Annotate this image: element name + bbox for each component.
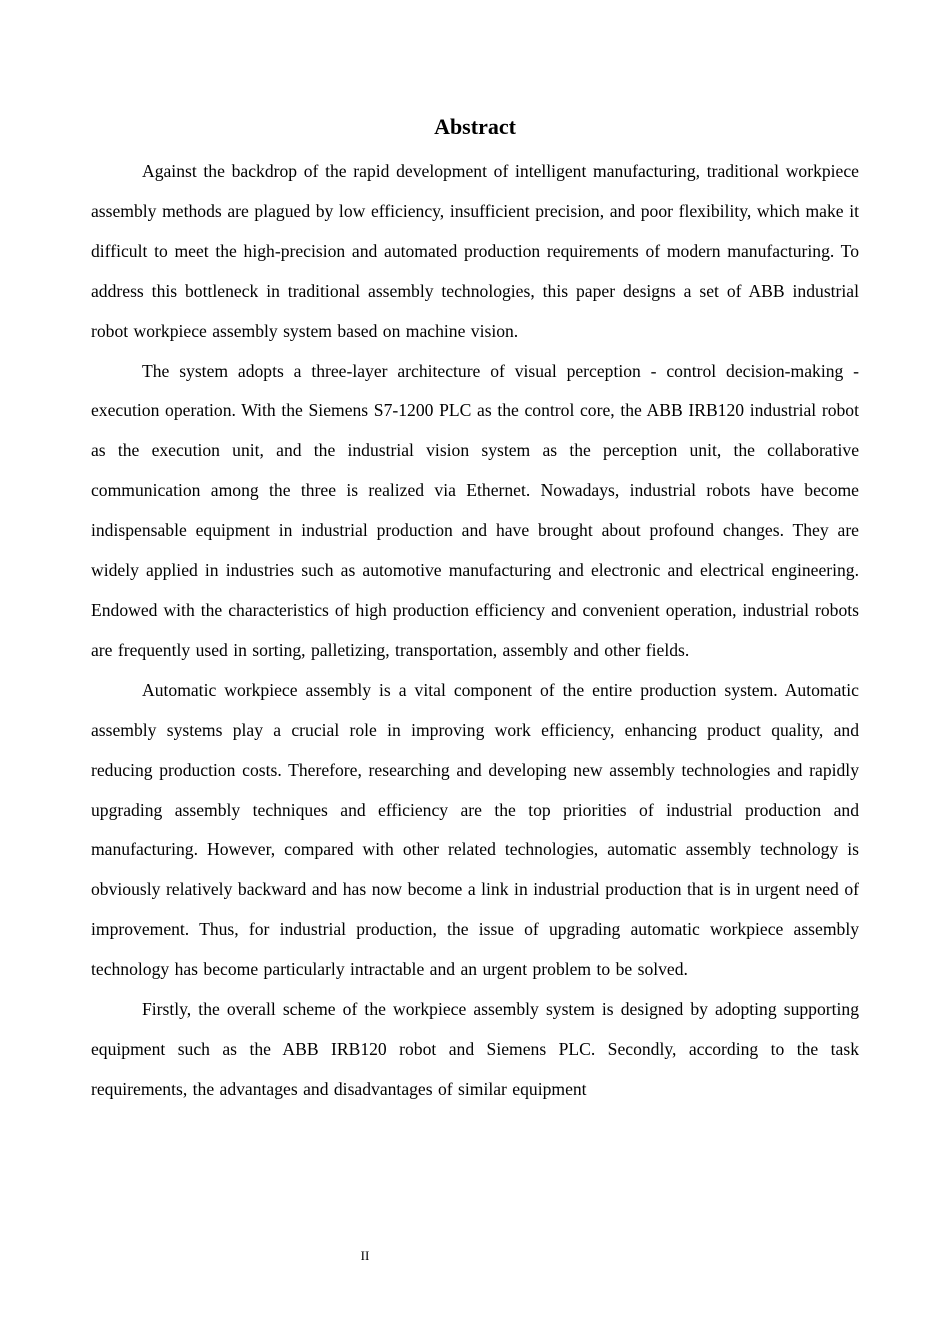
abstract-paragraph-4: Firstly, the overall scheme of the workpiece assembly system is designed by adopting supporting equipment such as the ABB IRB120 robot and Siemens PLC. Secondly, according to the task requirements, the advantages and disadvantages of similar equipment: [91, 999, 859, 1099]
page-number: II: [360, 1248, 370, 1263]
abstract-paragraph-3: Automatic workpiece assembly is a vital component of the entire production system. Automatic assembly systems play a crucial role in improving work efficiency, enhancing product quality, and reducing production costs. Therefore, researching and developing new assembly technologies and rapidly upgrading assembly techniques and efficiency are the top priorities of industrial production and manufacturing. However, compared with other related technologies, automatic assembly technology is obviously relatively backward and has now become a link in industrial production that is in urgent need of improvement. Thus, for industrial production, the issue of upgrading automatic workpiece assembly technology has become particularly intractable and an urgent problem to be solved.: [91, 679, 859, 980]
abstract-body: [91, 152, 859, 1110]
abstract-title: Abstract: [434, 114, 516, 139]
abstract-paragraph-1: Against the backdrop of the rapid development of intelligent manufacturing, traditional workpiece assembly methods are plagued by low efficiency, insufficient precision, and poor flexibility, which make it difficult to meet the high-precision and automated production requirements of modern manufacturing. To address this bottleneck in traditional assembly technologies, this paper designs a set of ABB industrial robot workpiece assembly system based on machine vision.: [91, 161, 859, 341]
abstract-paragraph-2: The system adopts a three-layer architecture of visual perception - control decision-making - execution operation. With the Siemens S7-1200 PLC as the control core, the ABB IRB120 industrial robot as the execution unit, and the industrial vision system as the perception unit, the collaborative communication among the three is realized via Ethernet. Nowadays, industrial robots have become indispensable equipment in industrial production and have brought about profound changes. They are widely applied in industries such as automotive manufacturing and electronic and electrical engineering. Endowed with the characteristics of high production efficiency and convenient operation, industrial robots are frequently used in sorting, palletizing, transportation, assembly and other fields.: [91, 360, 859, 660]
